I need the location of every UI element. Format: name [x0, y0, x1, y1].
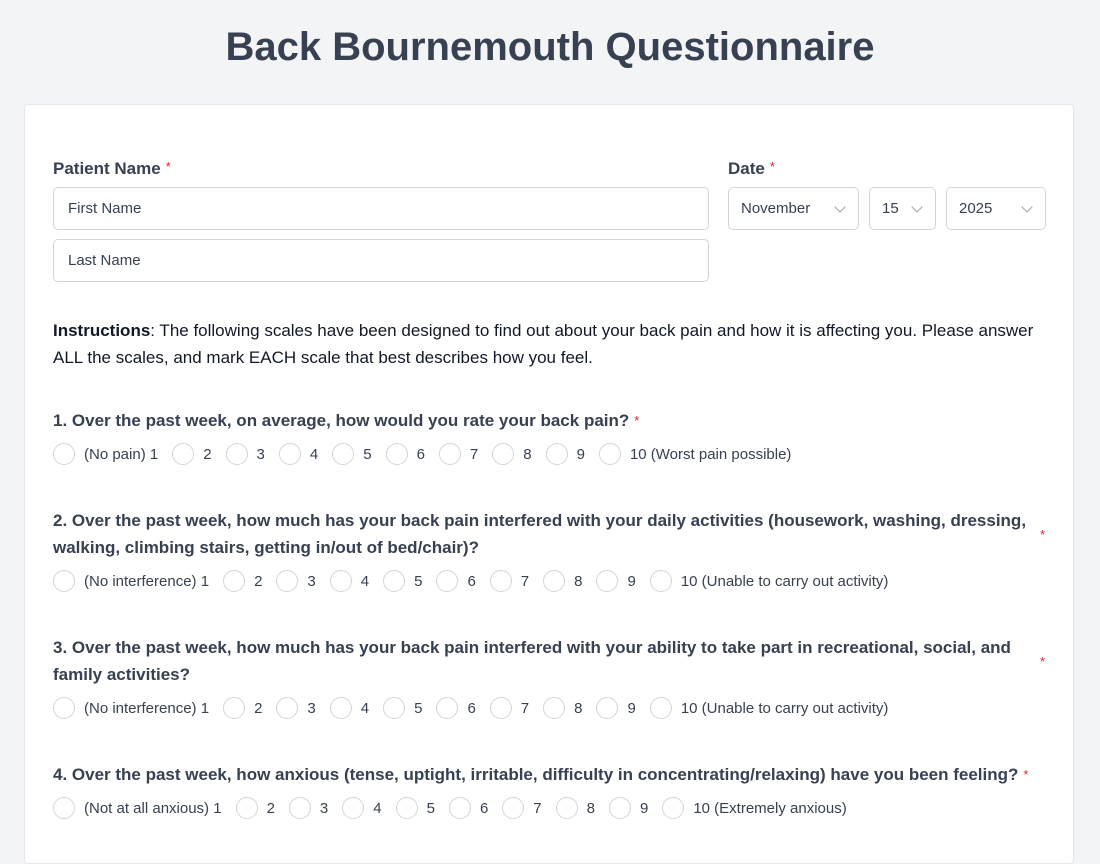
radio-button[interactable] [223, 570, 245, 592]
radio-option[interactable] [386, 443, 425, 465]
radio-button[interactable] [543, 570, 565, 592]
year-value: 2025 [959, 200, 993, 217]
instructions-lead: Instructions [53, 321, 151, 340]
radio-button[interactable] [342, 797, 364, 819]
radio-option[interactable] [383, 697, 422, 719]
chevron-down-icon [834, 201, 845, 212]
required-mark: * [634, 413, 640, 428]
radio-option[interactable] [449, 797, 488, 819]
radio-option[interactable] [596, 697, 635, 719]
radio-button[interactable] [556, 797, 578, 819]
radio-option[interactable] [53, 797, 222, 819]
radio-button[interactable] [396, 797, 418, 819]
radio-button[interactable] [53, 570, 75, 592]
radio-button[interactable] [599, 443, 621, 465]
radio-option[interactable] [556, 797, 595, 819]
radio-label: 8 [574, 699, 583, 717]
instructions [53, 317, 1043, 371]
radio-option[interactable] [490, 697, 529, 719]
radio-label: (No pain) 1 [84, 445, 159, 463]
radio-label: 3 [256, 445, 265, 463]
radio-button[interactable] [276, 697, 298, 719]
radio-option[interactable] [609, 797, 648, 819]
question-2-text: 2. Over the past week, how much has your back pain interfered with your daily activities (housework, washing, dressing, walking, climbing stairs, getting in/out of bed/chair)? [53, 511, 1027, 557]
radio-option[interactable] [330, 570, 369, 592]
radio-label: (No interference) 1 [84, 572, 210, 590]
required-mark: * [1023, 767, 1029, 782]
question-4-text: 4. Over the past week, how anxious (tense, uptight, irritable, difficulty in concentrating/relaxing) have you been feeling? [53, 765, 1019, 784]
radio-label: 4 [309, 445, 319, 463]
patient-name-label [53, 159, 171, 179]
radio-button[interactable] [383, 697, 405, 719]
day-select[interactable] [869, 187, 936, 230]
question-4-scale [53, 796, 861, 820]
required-mark: * [769, 159, 775, 174]
radio-label: 10 (Unable to carry out activity) [680, 699, 889, 717]
radio-label: 4 [360, 699, 370, 717]
radio-option[interactable] [543, 697, 582, 719]
month-select[interactable] [728, 187, 859, 230]
radio-button[interactable] [490, 570, 512, 592]
radio-label: 5 [414, 572, 423, 590]
question-3-text: 3. Over the past week, how much has your back pain interfered with your ability to take part in recreational, social, and family activities? [53, 638, 1011, 684]
radio-option[interactable] [342, 797, 381, 819]
radio-option[interactable] [596, 570, 635, 592]
radio-option[interactable] [546, 443, 585, 465]
radio-button[interactable] [449, 797, 471, 819]
radio-label: 10 (Worst pain possible) [629, 445, 792, 463]
radio-label: 10 (Extremely anxious) [693, 799, 847, 817]
radio-label: 8 [523, 445, 532, 463]
instructions-text: : The following scales have been designed to find out about your back pain and how it is affecting you. Please answer ALL the scales, and mark EACH scale that best describes how you feel. [53, 321, 1034, 367]
question-2-scale [53, 569, 902, 593]
radio-button[interactable] [289, 797, 311, 819]
question-2 [53, 507, 1046, 561]
radio-label: 10 (Unable to carry out activity) [680, 572, 889, 590]
radio-label: 9 [627, 699, 636, 717]
radio-label: 6 [416, 445, 425, 463]
radio-label: 9 [627, 572, 636, 590]
radio-option[interactable] [279, 443, 318, 465]
radio-button[interactable] [596, 570, 618, 592]
radio-label: 2 [254, 572, 263, 590]
radio-label: 5 [414, 699, 423, 717]
radio-option[interactable] [172, 443, 211, 465]
radio-option[interactable] [662, 797, 846, 819]
radio-option[interactable] [332, 443, 371, 465]
radio-option[interactable] [650, 570, 889, 592]
radio-option[interactable] [223, 697, 262, 719]
day-value: 15 [882, 200, 899, 217]
radio-label: 2 [203, 445, 212, 463]
radio-label: 5 [426, 799, 435, 817]
required-mark: * [1040, 654, 1046, 669]
radio-option[interactable] [396, 797, 435, 819]
radio-button[interactable] [436, 570, 458, 592]
radio-button[interactable] [332, 443, 354, 465]
radio-option[interactable] [650, 697, 889, 719]
radio-option[interactable] [276, 570, 315, 592]
radio-button[interactable] [383, 570, 405, 592]
chevron-down-icon [1021, 201, 1032, 212]
radio-button[interactable] [279, 443, 301, 465]
radio-label: 8 [574, 572, 583, 590]
radio-button[interactable] [596, 697, 618, 719]
radio-label: 6 [467, 572, 476, 590]
radio-option[interactable] [53, 570, 209, 592]
last-name-input[interactable] [53, 239, 709, 282]
radio-label: 4 [360, 572, 370, 590]
radio-label: (No interference) 1 [84, 699, 210, 717]
radio-button[interactable] [546, 443, 568, 465]
radio-label: 6 [479, 799, 489, 817]
question-4 [53, 761, 1043, 788]
radio-label: 7 [520, 699, 530, 717]
radio-button[interactable] [609, 797, 631, 819]
radio-label: 7 [469, 445, 479, 463]
radio-button[interactable] [650, 697, 672, 719]
radio-option[interactable] [439, 443, 478, 465]
radio-button[interactable] [53, 697, 75, 719]
radio-button[interactable] [172, 443, 194, 465]
question-1-scale [53, 442, 805, 466]
radio-button[interactable] [330, 697, 352, 719]
date-label-text: Date [728, 159, 765, 178]
radio-option[interactable] [502, 797, 541, 819]
radio-option[interactable] [436, 697, 475, 719]
radio-button[interactable] [276, 570, 298, 592]
required-mark: * [165, 159, 171, 174]
radio-label: 9 [576, 445, 585, 463]
patient-name-label-text: Patient Name [53, 159, 161, 178]
radio-label: 8 [586, 799, 595, 817]
radio-option[interactable] [599, 443, 791, 465]
radio-label: 2 [266, 799, 275, 817]
radio-label: 3 [307, 699, 316, 717]
radio-button[interactable] [502, 797, 524, 819]
radio-label: 2 [254, 699, 263, 717]
radio-option[interactable] [492, 443, 531, 465]
radio-button[interactable] [492, 443, 514, 465]
radio-button[interactable] [543, 697, 565, 719]
radio-option[interactable] [226, 443, 265, 465]
radio-option[interactable] [330, 697, 369, 719]
radio-button[interactable] [662, 797, 684, 819]
radio-label: 9 [639, 799, 649, 817]
question-3-scale [53, 696, 902, 720]
radio-button[interactable] [53, 443, 75, 465]
radio-button[interactable] [223, 697, 245, 719]
question-3 [53, 634, 1046, 688]
radio-option[interactable] [289, 797, 328, 819]
radio-button[interactable] [490, 697, 512, 719]
radio-button[interactable] [650, 570, 672, 592]
page-title: Back Bournemouth Questionnaire [225, 25, 875, 69]
radio-option[interactable] [53, 443, 158, 465]
radio-button[interactable] [330, 570, 352, 592]
radio-option[interactable] [236, 797, 275, 819]
question-1-text: 1. Over the past week, on average, how would you rate your back pain? [53, 411, 630, 430]
radio-button[interactable] [226, 443, 248, 465]
radio-label: 3 [319, 799, 329, 817]
radio-option[interactable] [490, 570, 529, 592]
year-select[interactable] [946, 187, 1046, 230]
radio-option[interactable] [383, 570, 422, 592]
radio-button[interactable] [53, 797, 75, 819]
radio-option[interactable] [543, 570, 582, 592]
radio-label: 4 [373, 799, 382, 817]
radio-label: 3 [307, 572, 316, 590]
month-value: November [741, 200, 811, 217]
radio-button[interactable] [436, 697, 458, 719]
first-name-input[interactable] [53, 187, 709, 230]
radio-label: (Not at all anxious) 1 [84, 799, 222, 817]
radio-option[interactable] [223, 570, 262, 592]
radio-button[interactable] [236, 797, 258, 819]
required-mark: * [1040, 527, 1046, 542]
radio-label: 6 [467, 699, 476, 717]
chevron-down-icon [911, 201, 922, 212]
radio-option[interactable] [436, 570, 475, 592]
radio-label: 7 [520, 572, 530, 590]
questionnaire-card [24, 104, 1074, 864]
radio-button[interactable] [439, 443, 461, 465]
date-label [728, 159, 775, 179]
radio-button[interactable] [386, 443, 408, 465]
radio-option[interactable] [53, 697, 209, 719]
radio-option[interactable] [276, 697, 315, 719]
question-1 [53, 407, 1043, 434]
radio-label: 5 [363, 445, 372, 463]
radio-label: 7 [533, 799, 542, 817]
